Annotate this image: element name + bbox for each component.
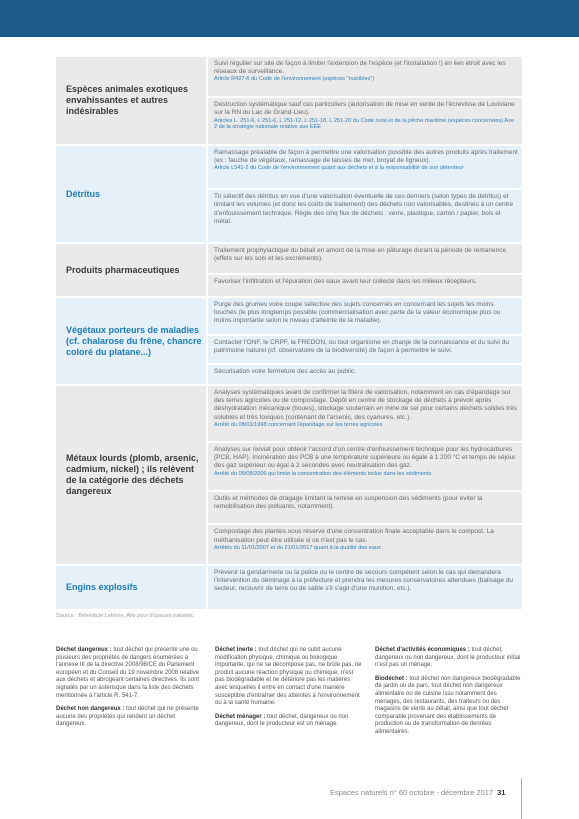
measure-cell xyxy=(208,57,522,96)
header-bar xyxy=(0,0,579,37)
row-measures xyxy=(208,146,522,242)
legal-reference: Article R427-6 du Code de l'environnement (espèces "nuisibles") xyxy=(214,76,375,83)
measure-cell xyxy=(208,298,522,334)
definition-body: tout déchet, dangereux ou non dangereux, dont le producteur est un ménage. xyxy=(215,713,349,728)
definition-body: tout déchet qui ne subit aucune modification physique, chimique ou biologique importante, qui ne se décompose pas, ne brûle pas, ne produit aucune réaction physique ou chimique, n'est pas biodégradable et ne détériore pas les matières avec lesquelles il entre en contact d'une manière susceptible d'entraîner des atteintes à l'environnement ou à la santé humaine. xyxy=(215,647,362,707)
measure-cell xyxy=(208,386,522,441)
legal-reference: Arrêté du 08/01/1998 concernant l'épandage sur les terres agricoles xyxy=(214,421,383,428)
measure-cell xyxy=(208,146,522,188)
definition-term: Déchet inerte : xyxy=(215,647,259,653)
waste-management-table xyxy=(56,57,522,611)
measure-text: Prévenir la gendarmerie ou la police ou le centre de secours compétent selon le cas qui demandera l'intervention du déminage à la préfecture et prendra les mesures conservatoires attendues (balisage du secteur, recouvrir de terre ou de sable s'il s'agit d'une munition, etc.). xyxy=(214,569,513,593)
definition xyxy=(56,706,204,729)
page-number: 31 xyxy=(497,788,506,797)
measure-text: Contacter l'ONF, le CRPF, la FREDON, ou tout organisme en charge de la connaissance et du suivi du patrimoine naturel (cf. observatoire de la biodiversité) de façon à permettre le suivi. xyxy=(214,338,509,354)
measure-cell xyxy=(208,566,522,609)
definition-term: Déchet ménager : xyxy=(215,713,268,720)
measure-text: Tri sélectif des détritus en vue d'une valorisation éventuelle de ces derniers (selon types de détritus) et limitant les volumes (et donc les coûts de traitement) des déchets non valorisables, destinés à un centre d'enfouissement technique. Règle des cinq flux de déchets : verre, plastique, carton / papier, bois et métal. xyxy=(214,193,514,225)
row-category: Métaux lourds (plomb, arsenic, cadmium, nickel) ; ils relèvent de la catégorie des déchets dangereux xyxy=(56,386,206,564)
row-category: Espèces animales exotiques envahissantes et autres indésirables xyxy=(56,57,206,144)
table-row xyxy=(56,386,522,564)
measure-cell xyxy=(208,525,522,564)
measure-cell xyxy=(208,492,522,524)
measure-cell xyxy=(208,244,522,273)
definition-body: tout déchet non dangereux biodégradable de jardin ou de parc, tout déchet non dangereux alimentaire ou de cuisine issu notamment des ménages, des restaurants, des traiteurs ou des magasins de vente au détail, ainsi que tout déchet comparable provenant des établissements de production ou de transformation de denrées alimentaires. xyxy=(375,675,521,735)
measure-text: Ramassage préalable de façon à permettre une valorisation possible des autres produits après traitement (ex : fauche de végétaux, ramassage de laisses de mer, broyat de ligneux). xyxy=(214,149,518,165)
row-category: Engins explosifs xyxy=(56,566,206,609)
definitions-column-3 xyxy=(375,647,523,743)
legal-reference: Article L541-2 du Code de l'environnement quant aux déchets et à la responsabilité de son détenteur xyxy=(214,165,464,172)
definitions-column-1 xyxy=(56,647,204,735)
definition xyxy=(215,714,363,729)
definition xyxy=(375,647,523,670)
table-row xyxy=(56,146,522,242)
row-measures xyxy=(208,244,522,296)
measure-cell xyxy=(208,365,522,384)
row-measures xyxy=(208,298,522,384)
measure-text: Favoriser l'infiltration et l'épuration des eaux avant leur collecte dans les milieux récepteurs. xyxy=(214,278,477,286)
definition xyxy=(375,676,523,737)
legal-reference: Arrêté du 09/08/2006 qui limite la concentration des éléments inclus dans les sédiments xyxy=(214,470,432,477)
measure-cell xyxy=(208,98,522,144)
legal-reference: Articles L. 251-6, L 251-6, L 251-12, L 251-18, L 251-20 du Code rural et de la pêche maritime (espèces concernées) Axe 2 de la stratégie nationale relative aux EEE xyxy=(214,117,514,131)
definition-body: tout déchet qui ne présente aucune des propriétés qui rendent un déchet dangereux. xyxy=(56,706,199,728)
measure-text: Analyses systématiques avant de confirmer la filière de valorisation, notamment en cas d'épandage sur des terres agricoles ou de compostage. Dépôt en centre de stockage de déchets à prévoir après déshydratation mécanique (boues), stockage souterrain en mine de sel pour certains déchets solides très solubles et très toxiques (contenant de l'arsenic, des cyanures, etc.). xyxy=(214,389,518,421)
page-footer xyxy=(330,788,505,797)
definition-body: tout déchet qui présente une ou plusieurs des propriétés de dangers énumérées à l'annexe III de la directive 2008/98/CE du Parlement européen et du Conseil du 19 novembre 2008 relative aux déchets et abrogeant certaines directives. Ils sont signalés par un astérisque dans la liste des déchets mentionnée à l'article R. 541-7. xyxy=(56,647,200,699)
publication-info: Espaces naturels n° 60 octobre - décembre 2017 xyxy=(330,788,494,797)
definitions-column-2 xyxy=(215,647,363,735)
source-prefix: Source : Bénédicte Lefèvre, Alie pour xyxy=(56,613,150,619)
measure-text: Purge des grumes voire coupe sélective des sujets concernés en concernant les sujets les moins touchés (le plus longtemps possible (commercialisation avec perte de la valeur économique plus ou moins importante selon le niveau d'atteinte de la maladie). xyxy=(214,301,501,325)
table-row xyxy=(56,566,522,609)
row-measures xyxy=(208,566,522,609)
row-category: Végétaux porteurs de maladies (cf. chalarose du frêne, chancre coloré du platane...) xyxy=(56,298,206,384)
definition xyxy=(215,647,363,708)
row-category: Produits pharmaceutiques xyxy=(56,244,206,296)
measure-text: Sécurisation voire fermeture des accès au public. xyxy=(214,367,356,375)
table-row xyxy=(56,244,522,296)
definition-body: tout déchet, dangereux ou non dangereux, dont le producteur initial n'est pas un ménage. xyxy=(375,647,521,669)
measure-text: Traitement prophylactique du bétail en amont de la mise en pâturage durant la période de rémanence (effets sur les sols et les excréments). xyxy=(214,247,507,263)
measure-text: Analyses sur lixiviat pour obtenir l'accord d'un centre d'enfouissement technique pour les hydrocarbures (PCB, HAP). Incinération des PCB à une température supérieure ou égale à 1 200 °C et temps de séjour des gaz supérieur ou égal à 2 secondes avec neutralisation des gaz. xyxy=(214,445,516,470)
definition-term: Biodéchet : xyxy=(375,675,410,682)
measure-cell xyxy=(208,275,522,296)
measure-cell xyxy=(208,336,522,363)
definition xyxy=(56,647,204,700)
table-row xyxy=(56,57,522,144)
legal-reference: Arrêtés du 11/01/2007 et du 21/01/2017 quant à la qualité des eaux xyxy=(214,544,381,551)
table-row xyxy=(56,298,522,384)
measure-cell xyxy=(208,190,522,242)
source-note xyxy=(56,613,194,619)
measure-text: Suivi régulier sur site de façon à limiter l'extension de l'espèce (et l'installation !) en lien étroit avec les réseaux de surveillance. xyxy=(214,60,506,76)
footer-divider xyxy=(521,778,522,819)
definition-term: Déchet d'activités économiques : xyxy=(375,647,472,653)
row-measures xyxy=(208,386,522,564)
measure-text: Destruction systématique sauf cas particuliers (autorisation de mise en vente de l'écrevisse de Louisiane sur la RN du Lac de Grand-Lieu). xyxy=(214,101,515,117)
definition-term: Déchet non dangereux : xyxy=(56,706,127,713)
row-measures xyxy=(208,57,522,144)
measure-text: Outils et méthodes de dragage limitant la remise en suspension des sédiments (pour éviter la remobilisation des polluants, notamment). xyxy=(214,494,483,510)
row-category: Détritus xyxy=(56,146,206,242)
measure-text: Compostage des plantes sous réserve d'une concentration finale acceptable dans le compost. La méthanisation peut être utilisée si ce n'est pas le cas. xyxy=(214,528,494,544)
definition-term: Déchet dangereux : xyxy=(56,647,114,653)
source-title: Espaces naturels. xyxy=(149,613,195,619)
measure-cell xyxy=(208,443,522,490)
